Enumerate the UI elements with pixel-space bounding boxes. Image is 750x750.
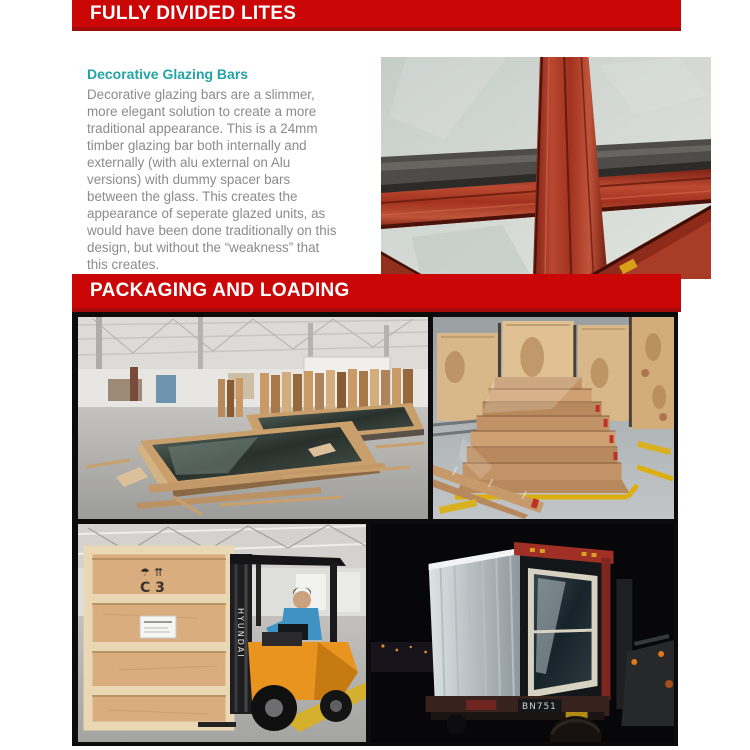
section-header-packaging bbox=[72, 274, 681, 312]
keep-dry-icon: ☂ bbox=[140, 566, 150, 579]
factory-floor-image bbox=[78, 317, 428, 519]
packed-bundles-image bbox=[433, 317, 674, 519]
driver-head bbox=[293, 591, 311, 609]
glazing-bars-text-block bbox=[87, 66, 343, 273]
section-header-divided-lites bbox=[72, 0, 681, 31]
glazing-bars-paragraph: Decorative glazing bars are a slimmer, more elegant solution to create a more traditional appearance. This is a 24mm timber glazing bar both internally and externally (with alu external on Alu versions) with dummy spacer bars between the glass. This creates the appearance of seperate glazed units, as would have been done traditionally on this design, but without the “weakness” that this creates. bbox=[87, 87, 337, 272]
packed-bundles-photo bbox=[433, 317, 674, 519]
section-header-label: FULLY DIVIDED LITES bbox=[90, 2, 297, 24]
photo-grid bbox=[72, 312, 678, 746]
truck-plate-text: BN751 bbox=[522, 701, 557, 713]
window-closeup-image bbox=[381, 57, 711, 279]
glazed-unit bbox=[528, 568, 598, 698]
section-header-label: PACKAGING AND LOADING bbox=[90, 280, 350, 301]
night-loading-image bbox=[371, 524, 674, 742]
wooden-crate bbox=[88, 550, 230, 726]
shipping-label bbox=[140, 616, 176, 638]
window-closeup-photo bbox=[381, 57, 711, 279]
factory-floor-photo bbox=[78, 317, 428, 519]
glazing-bars-heading: Decorative Glazing Bars bbox=[87, 66, 249, 82]
forklift-brand-text: HYUNDAI bbox=[236, 608, 245, 659]
crate-forklift-image bbox=[78, 524, 366, 742]
this-way-up-icon: ⇈ bbox=[154, 566, 164, 579]
crate-forklift-photo bbox=[78, 524, 366, 742]
crate-marking-text: C 3 bbox=[140, 580, 165, 596]
night-loading-photo bbox=[371, 524, 674, 742]
